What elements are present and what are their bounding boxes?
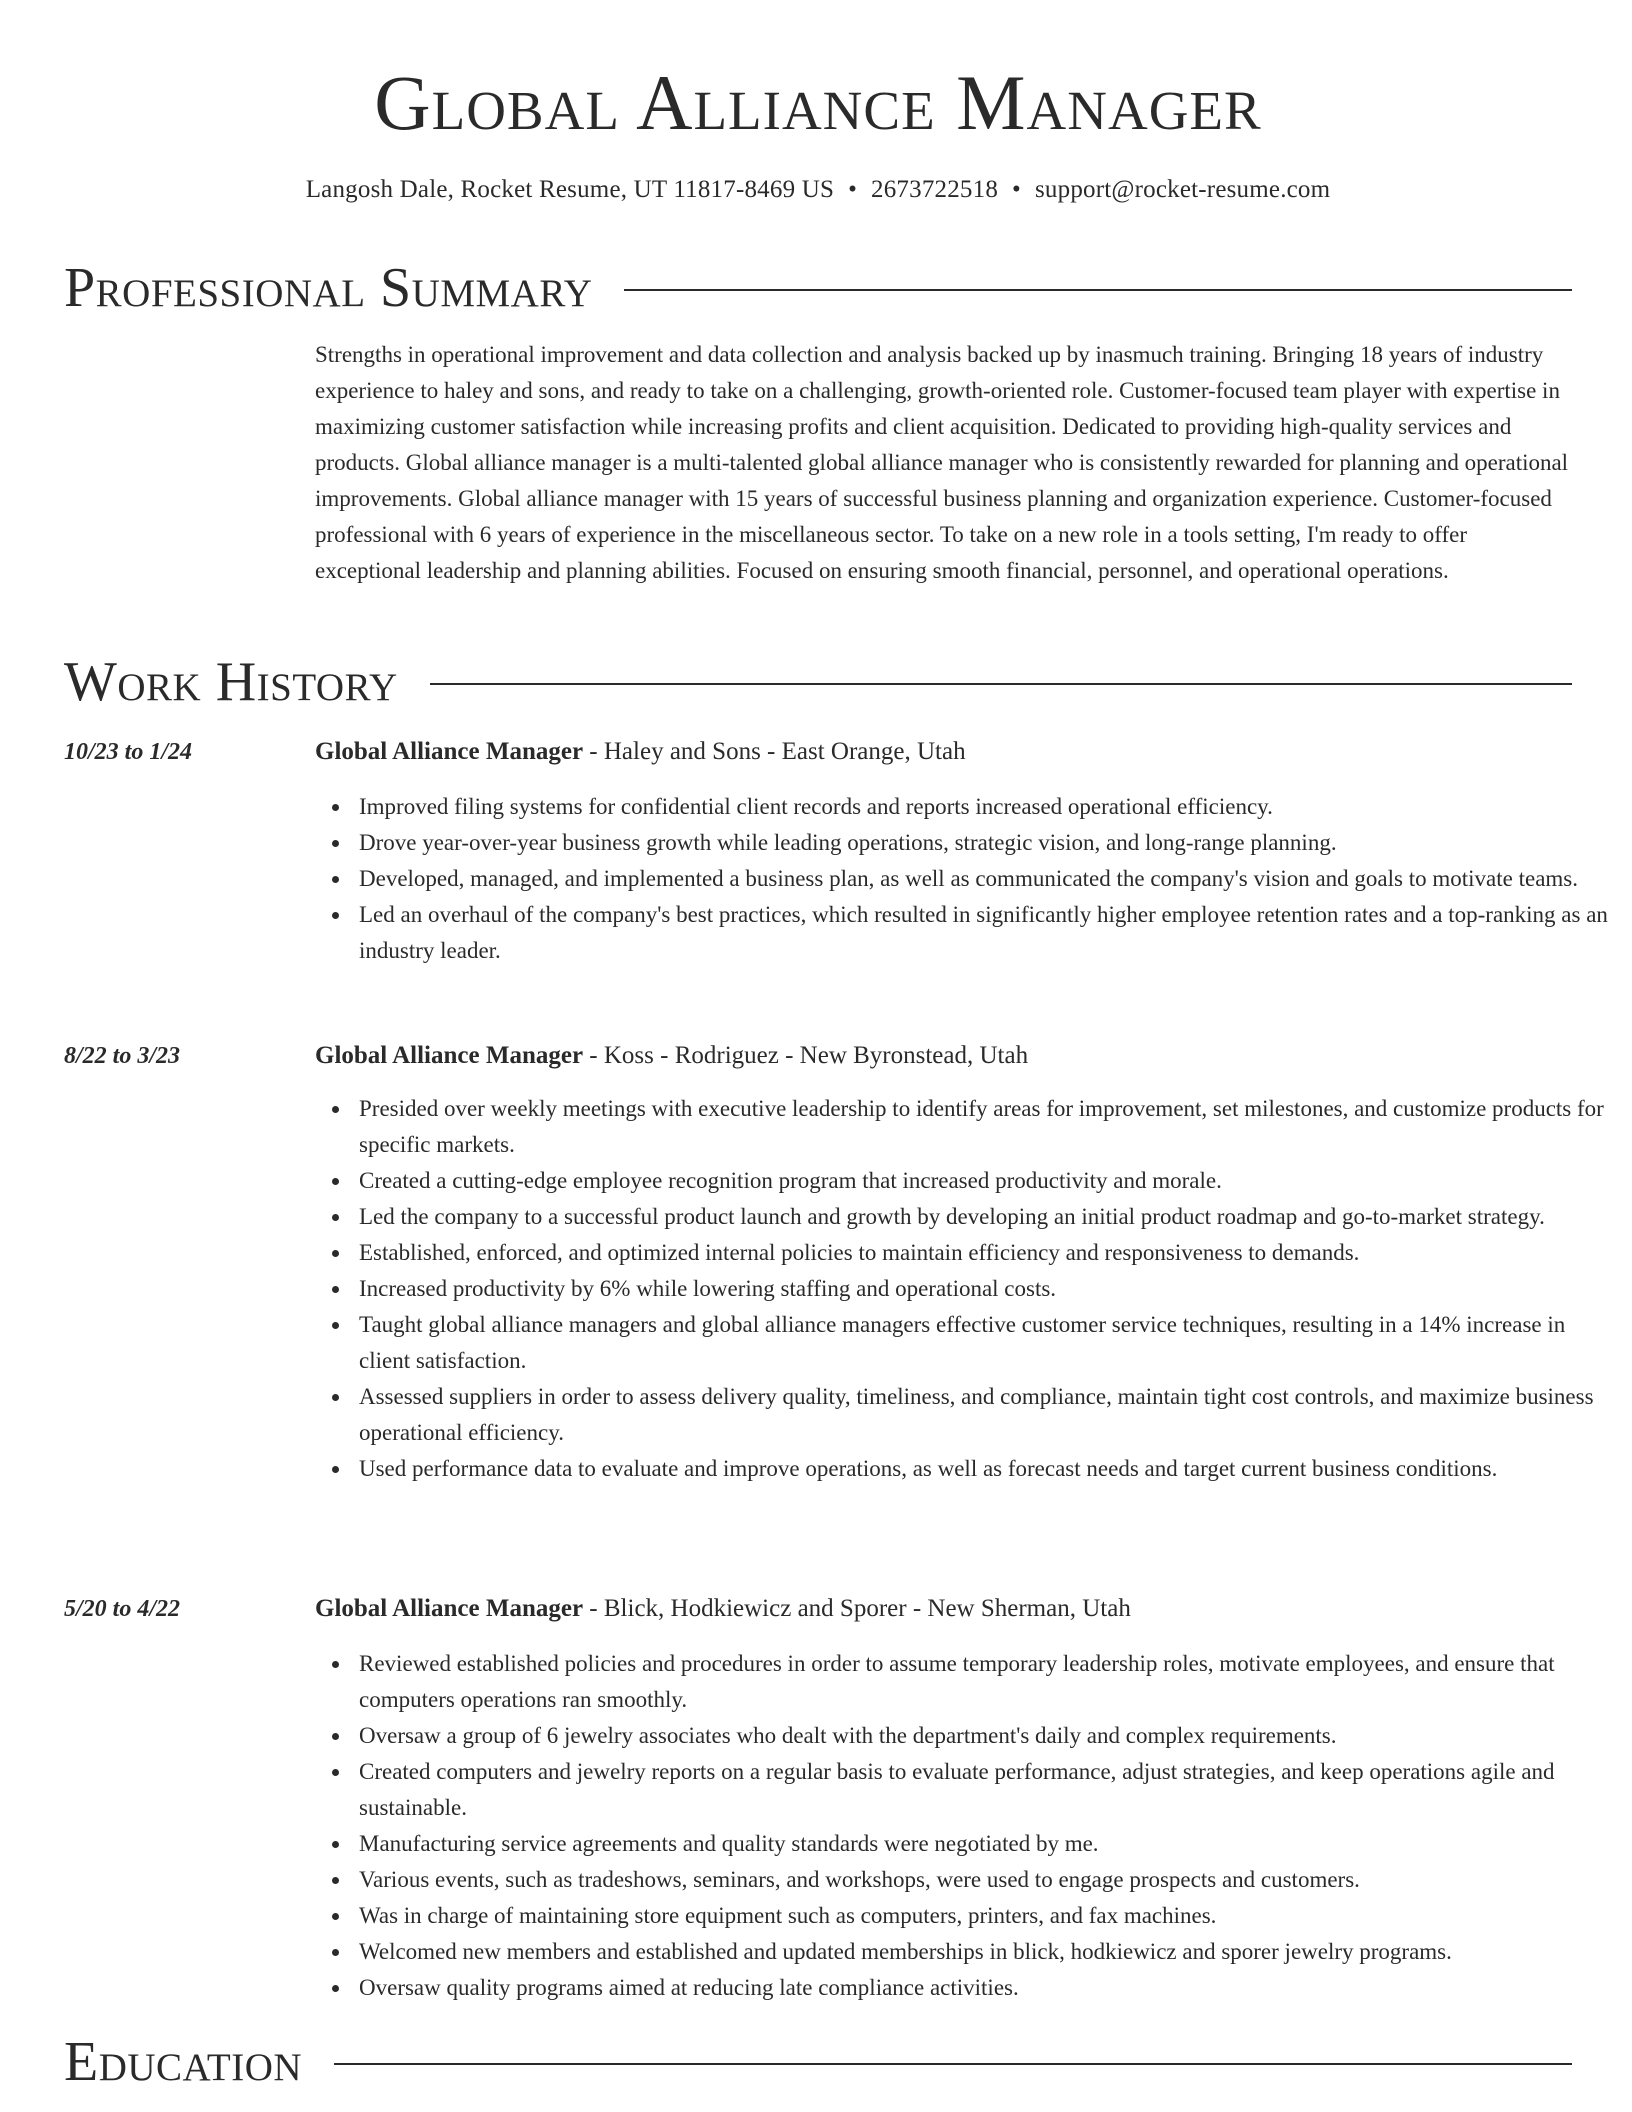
contact-line xyxy=(64,173,1572,207)
job-bullets xyxy=(315,789,1616,969)
job-bullet: Manufacturing service agreements and quality standards were negotiated by me. xyxy=(359,1826,1616,1862)
job-title-line xyxy=(315,735,1572,769)
job-bullet: Drove year-over-year business growth while leading operations, strategic vision, and long-range planning. xyxy=(359,825,1616,861)
job-bullet: Assessed suppliers in order to assess delivery quality, timeliness, and compliance, maintain tight cost controls, and maximize business operational efficiency. xyxy=(359,1379,1616,1451)
job-employer: - Koss - Rodriguez - New Byronstead, Utah xyxy=(583,1042,1029,1069)
summary-text: Strengths in operational improvement and data collection and analysis backed up by inasmuch training. Bringing 18 years of industry experience to haley and sons, and ready to take on a challenging, growth-oriented role. Customer-focused team player with expertise in maximizing customer satisfaction while increasing profits and client acquisition. Dedicated to providing high-quality services and products. Global alliance manager is a multi-talented global alliance manager who is consistently rewarded for planning and operational improvements. Global alliance manager with 15 years of successful business planning and organization experience. Customer-focused professional with 6 years of experience in the miscellaneous sector. To take on a new role in a tools setting, I'm ready to offer exceptional leadership and planning abilities. Focused on ensuring smooth financial, personnel, and operational operations. xyxy=(315,342,1569,583)
job-bullets xyxy=(315,1646,1616,2006)
job-bullet: Oversaw a group of 6 jewelry associates who dealt with the department's daily and complex requirements. xyxy=(359,1718,1616,1754)
section-divider xyxy=(430,683,1572,685)
job-employer: - Haley and Sons - East Orange, Utah xyxy=(583,738,966,765)
summary-section-header xyxy=(64,258,1572,318)
job-bullet: Various events, such as tradeshows, seminars, and workshops, were used to engage prospects and customers. xyxy=(359,1862,1616,1898)
job-bullet: Created a cutting-edge employee recognition program that increased productivity and morale. xyxy=(359,1163,1616,1199)
contact-address: Langosh Dale, Rocket Resume, UT 11817-8469 US xyxy=(305,176,835,203)
job-bullet: Developed, managed, and implemented a business plan, as well as communicated the company's vision and goals to motivate teams. xyxy=(359,861,1616,897)
job-bullet: Established, enforced, and optimized internal policies to maintain efficiency and responsiveness to demands. xyxy=(359,1235,1616,1271)
job-bullet: Led the company to a successful product launch and growth by developing an initial product roadmap and go-to-market strategy. xyxy=(359,1199,1616,1235)
job-bullet: Reviewed established policies and procedures in order to assume temporary leadership roles, motivate employees, and ensure that computers operations ran smoothly. xyxy=(359,1646,1616,1718)
summary-section-title: Professional Summary xyxy=(64,257,593,319)
job-bullets xyxy=(315,1091,1616,1487)
contact-separator: • xyxy=(848,176,858,203)
job-bullet: Oversaw quality programs aimed at reducing late compliance activities. xyxy=(359,1970,1616,2006)
job-bullet: Taught global alliance managers and global alliance managers effective customer service techniques, resulting in a 14% increase in client satisfaction. xyxy=(359,1307,1616,1379)
job-employer: - Blick, Hodkiewicz and Sporer - New Sherman, Utah xyxy=(583,1595,1131,1622)
job-title: Global Alliance Manager xyxy=(315,1042,584,1069)
job-bullet: Presided over weekly meetings with executive leadership to identify areas for improvement, set milestones, and customize products for specific markets. xyxy=(359,1091,1616,1163)
job-dates: 8/22 to 3/23 xyxy=(64,1043,181,1069)
job-dates: 5/20 to 4/22 xyxy=(64,1596,181,1622)
job-title: Global Alliance Manager xyxy=(315,738,584,765)
job-dates: 10/23 to 1/24 xyxy=(64,739,193,765)
contact-phone: 2673722518 xyxy=(871,176,999,203)
work-section-header xyxy=(64,652,1572,712)
section-divider xyxy=(334,2063,1572,2065)
job-title: Global Alliance Manager xyxy=(315,1595,584,1622)
job-bullet: Was in charge of maintaining store equipment such as computers, printers, and fax machines. xyxy=(359,1898,1616,1934)
job-bullet: Welcomed new members and established and updated memberships in blick, hodkiewicz and sporer jewelry programs. xyxy=(359,1934,1616,1970)
job-bullet: Led an overhaul of the company's best practices, which resulted in significantly higher employee retention rates and a top-ranking as an industry leader. xyxy=(359,897,1616,969)
job-title-line xyxy=(315,1039,1572,1073)
job-bullet: Used performance data to evaluate and improve operations, as well as forecast needs and target current business conditions. xyxy=(359,1451,1616,1487)
contact-separator: • xyxy=(1012,176,1021,203)
job-bullet: Improved filing systems for confidential client records and reports increased operational efficiency. xyxy=(359,789,1616,825)
work-section-title: Work History xyxy=(64,651,398,713)
education-section-header xyxy=(64,2032,1572,2092)
section-divider xyxy=(624,289,1572,291)
job-title-line xyxy=(315,1592,1572,1626)
job-bullet: Created computers and jewelry reports on a regular basis to evaluate performance, adjust strategies, and keep operations agile and sustainable. xyxy=(359,1754,1616,1826)
candidate-name: Global Alliance Manager xyxy=(374,59,1262,146)
education-section-title: Education xyxy=(64,2031,303,2093)
job-bullet: Increased productivity by 6% while lowering staffing and operational costs. xyxy=(359,1271,1616,1307)
contact-email[interactable]: support@rocket-resume.com xyxy=(1034,176,1331,203)
